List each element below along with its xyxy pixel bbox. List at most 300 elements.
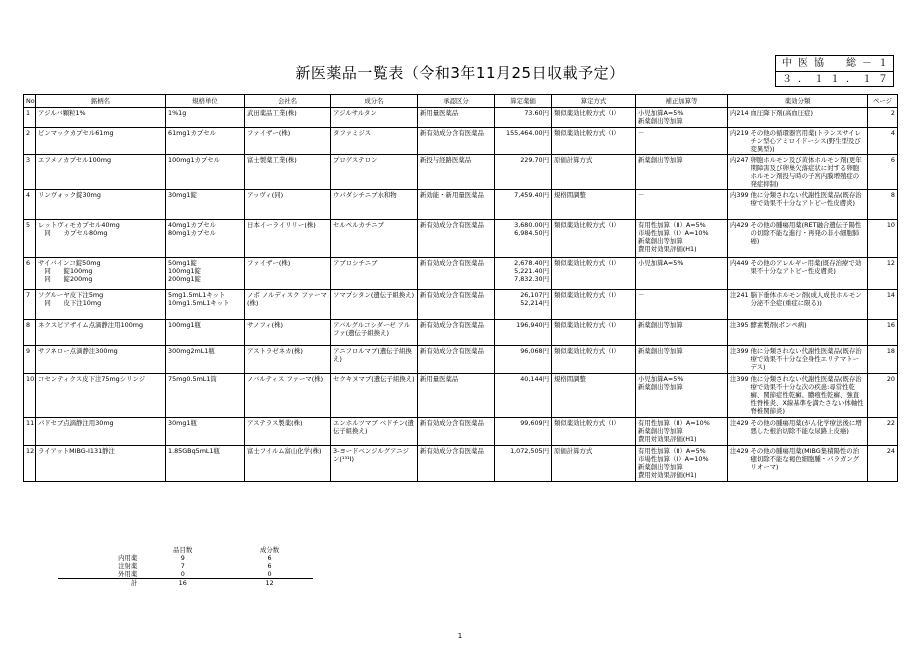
company-name: サノフィ(株) bbox=[247, 321, 283, 329]
drug-price: 7,459.40円 bbox=[514, 191, 549, 199]
cell-spec-unit bbox=[166, 346, 245, 374]
calculation-method: 類似薬効比較方式（Ⅰ） bbox=[554, 259, 620, 267]
cell-no bbox=[24, 290, 36, 320]
cell-page bbox=[868, 346, 898, 374]
ingredient-name: アジルサルタン bbox=[333, 109, 377, 117]
ingredient-name: エンホルツマブ ベドチン(遺伝子組換え) bbox=[333, 419, 414, 435]
price-addition: 小児加算A=5% bbox=[638, 109, 684, 117]
row-number: 3 bbox=[26, 156, 31, 164]
efficacy-class: 血圧降下剤(高血圧症) bbox=[750, 109, 814, 117]
spec-unit: 61mg1カプセル bbox=[168, 129, 216, 137]
cell-addition bbox=[636, 190, 728, 220]
cell-company bbox=[245, 374, 331, 418]
row-number: 11 bbox=[26, 419, 35, 427]
spec-unit: 50mg1錠 bbox=[168, 259, 197, 267]
drug-price: 5,221.40円 bbox=[514, 267, 549, 275]
efficacy-class: その他のアレルギー用薬(既存治療で効果不十分なアトピー性皮膚炎) bbox=[750, 259, 862, 275]
row-number: 12 bbox=[26, 447, 35, 455]
efficacy-class: その他の腫瘍用薬(RET融合遺伝子陽性の切除不能な進行・再発の非小細胞肺癌) bbox=[750, 221, 862, 245]
efficacy-code: 注399 bbox=[730, 347, 749, 355]
cell-brand-name bbox=[36, 374, 166, 418]
cell-brand-name bbox=[36, 418, 166, 446]
table-row bbox=[24, 128, 898, 155]
summary-label: 外用薬 bbox=[118, 570, 138, 578]
price-addition: 有用性加算（Ⅱ）A=5% bbox=[638, 221, 706, 229]
calculation-method: 原価計算方式 bbox=[554, 447, 593, 455]
spec-unit: 30mg1錠 bbox=[168, 191, 197, 199]
summary-items: 0 bbox=[180, 570, 185, 578]
spec-unit: 30mg1瓶 bbox=[168, 419, 197, 427]
cell-company bbox=[245, 258, 331, 290]
cell-ingredient bbox=[331, 108, 418, 128]
summary-header-ingredients: 成分数 bbox=[259, 546, 280, 554]
drug-price: 1,072,505円 bbox=[510, 447, 549, 455]
stamp-line-2: ３．１１．１７ bbox=[776, 71, 893, 87]
ingredient-name: セクキヌマブ(遺伝子組換え) bbox=[333, 375, 415, 383]
cell-addition bbox=[636, 320, 728, 346]
brand-name: サフネロー点滴静注300mg bbox=[38, 347, 118, 355]
header-method: 算定方式 bbox=[552, 95, 636, 108]
calculation-method: 類似薬効比較方式（Ⅰ） bbox=[554, 221, 620, 229]
cell-efficacy-code bbox=[728, 290, 750, 320]
cell-spec-unit bbox=[166, 258, 245, 290]
price-addition: － bbox=[638, 191, 645, 199]
table-row bbox=[24, 155, 898, 190]
row-number: 2 bbox=[26, 129, 31, 137]
ingredient-name: ウパダシチニブ水和物 bbox=[333, 191, 397, 199]
cell-no bbox=[24, 190, 36, 220]
company-name: ファイザー(株) bbox=[247, 129, 291, 137]
header-approval: 承認区分 bbox=[418, 95, 495, 108]
spec-unit: 75mg0.5mL1筒 bbox=[168, 375, 217, 383]
price-addition: 新薬創出等加算 bbox=[638, 237, 683, 245]
cell-page bbox=[868, 128, 898, 155]
drug-price: 40,144円 bbox=[520, 375, 549, 383]
brand-name: レットヴィモカプセル40mg bbox=[38, 221, 120, 229]
calculation-method: 類似薬効比較方式（Ⅰ） bbox=[554, 109, 620, 117]
cell-brand-name bbox=[36, 155, 166, 190]
price-addition: 費用対効果評価(H1) bbox=[638, 435, 697, 443]
cell-company bbox=[245, 108, 331, 128]
cell-ingredient bbox=[331, 346, 418, 374]
approval-category: 新用量医薬品 bbox=[420, 109, 459, 117]
header-addition: 補正加算等 bbox=[636, 95, 728, 108]
efficacy-code: 注241 bbox=[730, 291, 749, 299]
summary-ingredients: 6 bbox=[267, 562, 272, 570]
page-ref: 20 bbox=[886, 375, 895, 383]
row-number: 5 bbox=[26, 221, 31, 229]
table-row bbox=[24, 220, 898, 258]
cell-page bbox=[868, 190, 898, 220]
drug-price: 229.70円 bbox=[520, 156, 549, 164]
cell-price bbox=[495, 108, 552, 128]
cell-ingredient bbox=[331, 258, 418, 290]
page-ref: 2 bbox=[890, 109, 895, 117]
cell-efficacy-code bbox=[728, 155, 750, 190]
price-addition: － bbox=[638, 291, 645, 299]
summary-table bbox=[58, 546, 313, 587]
spec-unit: 300mg2mL1瓶 bbox=[168, 347, 215, 355]
brand-name: パドセブ点滴静注用30mg bbox=[38, 419, 114, 427]
spec-unit: 100mg1瓶 bbox=[168, 321, 201, 329]
cell-brand-name bbox=[36, 290, 166, 320]
drug-price: 6,984.50円 bbox=[514, 229, 549, 237]
council-stamp bbox=[775, 55, 894, 87]
table-row bbox=[24, 446, 898, 482]
price-addition: 新薬創出等加算 bbox=[638, 427, 683, 435]
efficacy-class: 他に分類されない代謝性医薬品(既存治療で効果不十分な次の疾患:尋常性乾癬、関節症性乾癬、膿疱性乾癬、強直性脊椎炎、X線基準を満たさない体軸性脊椎関節炎) bbox=[750, 375, 864, 415]
summary-row bbox=[58, 562, 313, 570]
cell-method bbox=[552, 346, 636, 374]
cell-page bbox=[868, 320, 898, 346]
cell-addition bbox=[636, 128, 728, 155]
cell-efficacy bbox=[750, 128, 868, 155]
cell-efficacy-code bbox=[728, 374, 750, 418]
table-row bbox=[24, 346, 898, 374]
cell-ingredient bbox=[331, 290, 418, 320]
efficacy-code: 注395 bbox=[730, 321, 749, 329]
row-number: 7 bbox=[26, 291, 31, 299]
new-drug-table bbox=[23, 94, 898, 482]
efficacy-class: その他の腫瘍用薬(がん化学療法後に増悪した根治切除不能な尿路上皮癌) bbox=[750, 419, 862, 435]
cell-company bbox=[245, 155, 331, 190]
calculation-method: 類似薬効比較方式（Ⅰ） bbox=[554, 129, 620, 137]
cell-spec-unit bbox=[166, 220, 245, 258]
approval-category: 新有効成分含有医薬品 bbox=[420, 419, 484, 427]
page-ref: 4 bbox=[890, 129, 895, 137]
calculation-method: 規格間調整 bbox=[554, 375, 586, 383]
cell-approval bbox=[418, 128, 495, 155]
summary-total-items: 16 bbox=[139, 579, 226, 588]
header-page: ページ bbox=[868, 95, 898, 108]
page-ref: 16 bbox=[886, 321, 895, 329]
cell-efficacy-code bbox=[728, 258, 750, 290]
cell-ingredient bbox=[331, 220, 418, 258]
brand-name: 同 皮下注10mg bbox=[38, 299, 102, 307]
cell-price bbox=[495, 446, 552, 482]
summary-row bbox=[58, 554, 313, 562]
cell-ingredient bbox=[331, 446, 418, 482]
efficacy-class: 他に分類されない代謝性医薬品(既存治療で効果不十分な全身性エリテマトーデス) bbox=[750, 347, 862, 371]
price-addition: 小児加算A=5% bbox=[638, 375, 684, 383]
price-addition: 有用性加算（Ⅱ）A=5% bbox=[638, 447, 706, 455]
cell-approval bbox=[418, 155, 495, 190]
row-number: 10 bbox=[26, 375, 35, 383]
table-row bbox=[24, 418, 898, 446]
cell-no bbox=[24, 155, 36, 190]
calculation-method: 類似薬効比較方式（Ⅰ） bbox=[554, 419, 620, 427]
cell-efficacy bbox=[750, 418, 868, 446]
price-addition: 新薬創出等加算 bbox=[638, 347, 683, 355]
efficacy-code: 内214 bbox=[730, 109, 749, 117]
cell-method bbox=[552, 128, 636, 155]
cell-page bbox=[868, 155, 898, 190]
spec-unit: 80mg1カプセル bbox=[168, 229, 216, 237]
efficacy-class: 他に分類されない代謝性医薬品(既存治療で効果不十分なアトピー性皮膚炎) bbox=[750, 191, 862, 207]
company-name: 日本イーライリリー(株) bbox=[247, 221, 316, 229]
cell-brand-name bbox=[36, 320, 166, 346]
spec-unit: 5mg1.5mL1キット bbox=[168, 291, 226, 299]
cell-ingredient bbox=[331, 190, 418, 220]
efficacy-class: その他の腫瘍用薬(MIBG集積陽性の治癒切除不能な褐色細胞腫・パラガングリオーマ) bbox=[750, 447, 860, 471]
page-ref: 12 bbox=[886, 259, 895, 267]
header-no: No. bbox=[24, 95, 36, 108]
efficacy-code: 注429 bbox=[730, 419, 749, 427]
price-addition: 市場性加算（Ⅰ）A=10% bbox=[638, 455, 709, 463]
spec-unit: 1.85GBq5mL1瓶 bbox=[168, 447, 220, 455]
price-addition: 市場性加算（Ⅰ）A=10% bbox=[638, 229, 709, 237]
drug-price: 7,832.30円 bbox=[514, 275, 549, 283]
company-name: 武田薬品工業(株) bbox=[247, 109, 297, 117]
cell-spec-unit bbox=[166, 290, 245, 320]
cell-method bbox=[552, 290, 636, 320]
cell-method bbox=[552, 190, 636, 220]
drug-price: 26,107円 bbox=[520, 291, 549, 299]
cell-brand-name bbox=[36, 220, 166, 258]
header-company: 会社名 bbox=[245, 95, 331, 108]
cell-method bbox=[552, 220, 636, 258]
summary-ingredients: 0 bbox=[267, 570, 272, 578]
efficacy-code: 内449 bbox=[730, 259, 749, 267]
cell-spec-unit bbox=[166, 128, 245, 155]
efficacy-code: 注429 bbox=[730, 447, 749, 455]
cell-approval bbox=[418, 320, 495, 346]
drug-price: 2,678.40円 bbox=[514, 259, 549, 267]
cell-method bbox=[552, 155, 636, 190]
ingredient-name: 3-ヨードベンジルグアニジン(¹³¹I) bbox=[333, 447, 409, 463]
cell-no bbox=[24, 128, 36, 155]
cell-brand-name bbox=[36, 128, 166, 155]
efficacy-class: 卵胞ホルモン及び黄体ホルモン剤(更年期障害及び卵巣欠落症状に対する卵胞ホルモン剤投与時の子宮内膜増殖症の発症抑制) bbox=[750, 156, 862, 188]
row-number: 6 bbox=[26, 259, 31, 267]
price-addition: 費用対効果評価(H1) bbox=[638, 471, 697, 479]
brand-name: 同 錠200mg bbox=[38, 275, 93, 283]
efficacy-code: 内429 bbox=[730, 221, 749, 229]
header-brand-name: 銘柄名 bbox=[36, 95, 166, 108]
stamp-line-1: 中医協 総－１ bbox=[782, 58, 894, 69]
cell-approval bbox=[418, 258, 495, 290]
summary-label: 注射薬 bbox=[118, 562, 138, 570]
cell-efficacy-code bbox=[728, 320, 750, 346]
row-number: 4 bbox=[26, 191, 31, 199]
cell-addition bbox=[636, 155, 728, 190]
calculation-method: 規格間調整 bbox=[554, 191, 586, 199]
cell-company bbox=[245, 190, 331, 220]
cell-efficacy-code bbox=[728, 418, 750, 446]
cell-efficacy bbox=[750, 346, 868, 374]
calculation-method: 類似薬効比較方式（Ⅰ） bbox=[554, 347, 620, 355]
cell-ingredient bbox=[331, 320, 418, 346]
drug-price: 196,940円 bbox=[516, 321, 549, 329]
company-name: 富士製薬工業(株) bbox=[247, 156, 297, 164]
cell-method bbox=[552, 108, 636, 128]
company-name: 富士フイルム富山化学(株) bbox=[247, 447, 322, 455]
page-ref: 24 bbox=[886, 447, 895, 455]
cell-efficacy bbox=[750, 320, 868, 346]
summary-total-row bbox=[58, 579, 313, 588]
ingredient-name: プロゲステロン bbox=[333, 156, 378, 164]
cell-price bbox=[495, 320, 552, 346]
summary-items: 9 bbox=[180, 554, 185, 562]
cell-brand-name bbox=[36, 190, 166, 220]
cell-method bbox=[552, 446, 636, 482]
company-name: アストラゼネカ(株) bbox=[247, 347, 303, 355]
brand-name: ネクスビアザイム点滴静注用100mg bbox=[38, 321, 144, 329]
cell-approval bbox=[418, 108, 495, 128]
cell-approval bbox=[418, 290, 495, 320]
row-number: 9 bbox=[26, 347, 31, 355]
ingredient-name: セルペルカチニブ bbox=[333, 221, 384, 229]
header-efficacy: 薬効分類 bbox=[728, 95, 868, 108]
price-addition: 新薬創出等加算 bbox=[638, 463, 683, 471]
cell-spec-unit bbox=[166, 108, 245, 128]
summary-header-items: 品目数 bbox=[173, 546, 193, 554]
cell-efficacy bbox=[750, 258, 868, 290]
cell-page bbox=[868, 418, 898, 446]
summary-ingredients: 6 bbox=[267, 554, 272, 562]
calculation-method: 類似薬効比較方式（Ⅰ） bbox=[554, 321, 620, 329]
drug-price: 52,214円 bbox=[520, 299, 549, 307]
cell-company bbox=[245, 446, 331, 482]
drug-price: 73.60円 bbox=[524, 109, 549, 117]
cell-company bbox=[245, 418, 331, 446]
price-addition: 新薬創出等加算 bbox=[638, 321, 683, 329]
cell-brand-name bbox=[36, 108, 166, 128]
cell-efficacy bbox=[750, 446, 868, 482]
cell-price bbox=[495, 258, 552, 290]
approval-category: 新有効成分含有医薬品 bbox=[420, 259, 484, 267]
page-number: 1 bbox=[457, 632, 463, 640]
price-addition: 有用性加算（Ⅱ）A=10% bbox=[638, 419, 710, 427]
approval-category: 新投与経路医薬品 bbox=[420, 156, 472, 164]
drug-price: 99,609円 bbox=[520, 419, 549, 427]
cell-approval bbox=[418, 446, 495, 482]
cell-company bbox=[245, 220, 331, 258]
cell-no bbox=[24, 258, 36, 290]
efficacy-code: 内247 bbox=[730, 156, 749, 164]
cell-page bbox=[868, 220, 898, 258]
page-title: 新医薬品一覧表（令和3年11月25日収載予定） bbox=[295, 64, 625, 82]
cell-page bbox=[868, 290, 898, 320]
row-number: 1 bbox=[26, 109, 31, 117]
summary-items: 7 bbox=[180, 562, 185, 570]
table-row bbox=[24, 108, 898, 128]
cell-addition bbox=[636, 290, 728, 320]
cell-no bbox=[24, 346, 36, 374]
spec-unit: 10mg1.5mL1キット bbox=[168, 299, 230, 307]
header-ingredient: 成分名 bbox=[331, 95, 418, 108]
price-addition: 新薬創出等加算 bbox=[638, 117, 683, 125]
brand-name: ソグルーヤ皮下注5mg bbox=[38, 291, 104, 299]
summary-total-ingredients: 12 bbox=[226, 579, 313, 588]
table-row bbox=[24, 290, 898, 320]
cell-addition bbox=[636, 346, 728, 374]
drug-price: 96,068円 bbox=[520, 347, 549, 355]
cell-efficacy bbox=[750, 290, 868, 320]
cell-price bbox=[495, 418, 552, 446]
cell-spec-unit bbox=[166, 190, 245, 220]
cell-no bbox=[24, 446, 36, 482]
cell-price bbox=[495, 290, 552, 320]
cell-addition bbox=[636, 446, 728, 482]
cell-price bbox=[495, 190, 552, 220]
approval-category: 新用量医薬品 bbox=[420, 375, 459, 383]
brand-name: ライアットMIBG-I131静注 bbox=[38, 447, 115, 455]
cell-no bbox=[24, 108, 36, 128]
cell-ingredient bbox=[331, 128, 418, 155]
cell-ingredient bbox=[331, 418, 418, 446]
cell-ingredient bbox=[331, 155, 418, 190]
summary-row bbox=[58, 570, 313, 579]
ingredient-name: アニフロルマブ(遺伝子組換え) bbox=[333, 347, 412, 363]
cell-price bbox=[495, 155, 552, 190]
brand-name: エフメノカプセル100mg bbox=[38, 156, 112, 164]
spec-unit: 1%1g bbox=[168, 109, 187, 117]
spec-unit: 40mg1カプセル bbox=[168, 221, 216, 229]
ingredient-name: タファミジス bbox=[333, 129, 372, 137]
table-row bbox=[24, 190, 898, 220]
price-addition: 新薬創出等加算 bbox=[638, 383, 683, 391]
cell-spec-unit bbox=[166, 446, 245, 482]
cell-efficacy-code bbox=[728, 220, 750, 258]
cell-efficacy bbox=[750, 220, 868, 258]
cell-no bbox=[24, 220, 36, 258]
cell-efficacy bbox=[750, 374, 868, 418]
approval-category: 新有効成分含有医薬品 bbox=[420, 447, 484, 455]
cell-addition bbox=[636, 374, 728, 418]
company-name: アッヴィ(同) bbox=[247, 191, 284, 199]
cell-spec-unit bbox=[166, 374, 245, 418]
summary-header-row bbox=[58, 546, 313, 554]
approval-category: 新効能・新用量医薬品 bbox=[420, 191, 484, 199]
approval-category: 新有効成分含有医薬品 bbox=[420, 221, 484, 229]
cell-no bbox=[24, 418, 36, 446]
summary-total-label: 計 bbox=[58, 579, 139, 588]
brand-name: ビンマックカプセル61mg bbox=[38, 129, 114, 137]
cell-approval bbox=[418, 418, 495, 446]
approval-category: 新有効成分含有医薬品 bbox=[420, 347, 484, 355]
cell-efficacy-code bbox=[728, 108, 750, 128]
efficacy-code: 内219 bbox=[730, 129, 749, 137]
efficacy-class: その他の循環器官用薬(トランスサイレチン型心アミロイドーシス(野生型及び変異型)) bbox=[750, 129, 861, 153]
calculation-method: 原価計算方式 bbox=[554, 156, 593, 164]
brand-name: コセンティクス皮下注75mgシリンジ bbox=[38, 375, 146, 383]
ingredient-name: ソマプシタン(遺伝子組換え) bbox=[333, 291, 415, 299]
cell-price bbox=[495, 346, 552, 374]
brand-name: 同 錠100mg bbox=[38, 267, 93, 275]
table-row bbox=[24, 374, 898, 418]
cell-approval bbox=[418, 374, 495, 418]
cell-company bbox=[245, 128, 331, 155]
cell-efficacy bbox=[750, 108, 868, 128]
price-addition: 小児加算A=5% bbox=[638, 259, 684, 267]
cell-addition bbox=[636, 418, 728, 446]
cell-spec-unit bbox=[166, 418, 245, 446]
efficacy-code: 内399 bbox=[730, 191, 749, 199]
cell-price bbox=[495, 220, 552, 258]
table-row bbox=[24, 258, 898, 290]
ingredient-name: アバルグルコシダーゼ アルファ(遺伝子組換え) bbox=[333, 321, 411, 337]
cell-efficacy bbox=[750, 190, 868, 220]
cell-addition bbox=[636, 108, 728, 128]
table-header-row bbox=[24, 95, 898, 108]
page-ref: 8 bbox=[890, 191, 895, 199]
cell-page bbox=[868, 258, 898, 290]
price-addition: － bbox=[638, 129, 645, 137]
efficacy-code: 注399 bbox=[730, 375, 749, 383]
page-ref: 18 bbox=[886, 347, 895, 355]
brand-name: アジルバ顆粒1% bbox=[38, 109, 86, 117]
